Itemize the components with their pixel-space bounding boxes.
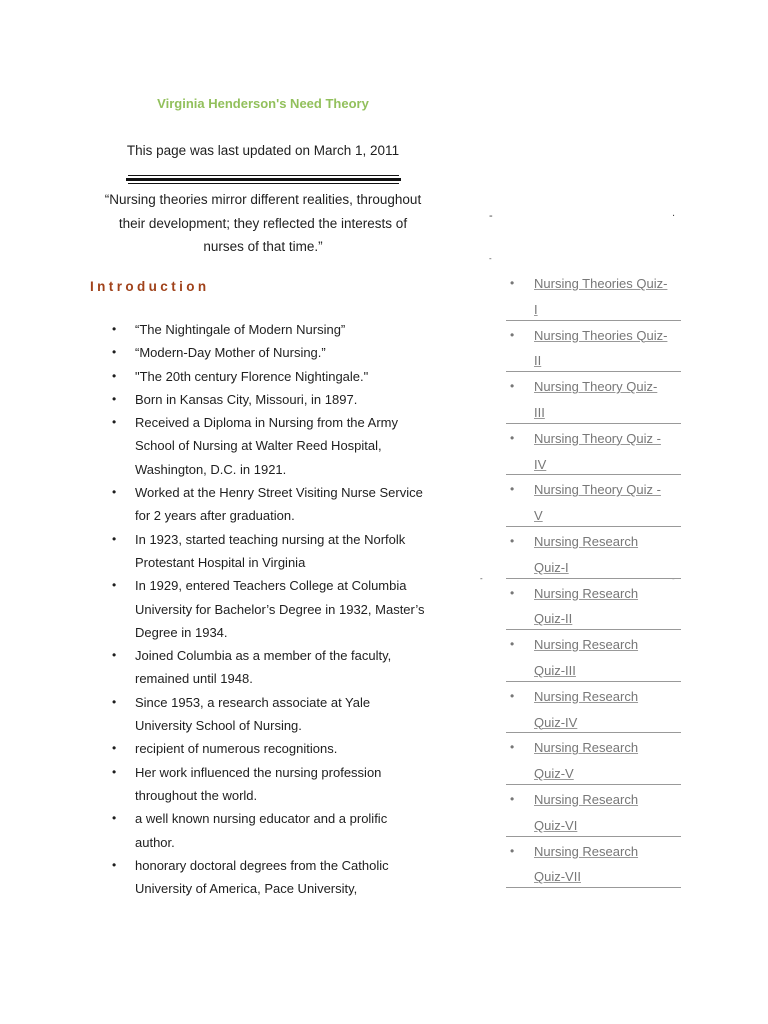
list-item <box>90 737 430 760</box>
bullet-icon: • <box>510 637 515 652</box>
quiz-link-text[interactable]: Nursing Theories Quiz- <box>534 276 668 291</box>
quiz-link-item[interactable] <box>506 271 681 323</box>
quiz-link-text[interactable]: IV <box>534 456 547 472</box>
list-item <box>90 807 430 854</box>
bullet-icon: • <box>112 531 117 546</box>
list-item <box>90 318 430 341</box>
quiz-link-item[interactable] <box>506 374 681 426</box>
document-title: Virginia Henderson's Need Theory <box>157 96 369 111</box>
quiz-link-text[interactable]: Nursing Research <box>534 533 639 549</box>
quiz-link-text[interactable]: Nursing Theories Quiz- <box>534 327 668 343</box>
bullet-icon: • <box>112 391 117 406</box>
sidebar-mark: . <box>672 207 676 219</box>
bullet-icon: • <box>510 327 515 342</box>
quiz-links-list <box>506 271 681 890</box>
list-item <box>90 411 430 481</box>
bullet-icon: • <box>112 741 117 756</box>
quiz-link-text[interactable]: Nursing Research <box>534 688 639 704</box>
quiz-link-text[interactable]: Nursing Research <box>534 637 639 653</box>
list-item <box>90 341 430 364</box>
quiz-link-text[interactable]: Quiz-IV <box>534 714 578 730</box>
quiz-link-text[interactable]: Nursing Research <box>534 791 639 807</box>
quiz-link-text[interactable]: Quiz-I <box>534 559 569 575</box>
bullet-icon: • <box>510 791 515 806</box>
list-item <box>90 761 430 808</box>
sidebar-mark: - <box>489 210 493 222</box>
bullet-icon: • <box>112 485 117 500</box>
bullet-icon: • <box>510 379 515 394</box>
list-item-text: In 1923, started teaching nursing at the Norfolk Protestant Hospital in Virginia <box>135 531 406 570</box>
list-item <box>90 854 430 901</box>
list-item-text: a well known nursing educator and a prolific author. <box>135 811 388 850</box>
bullet-icon: • <box>112 764 117 779</box>
introduction-heading: Introduction <box>90 279 210 294</box>
quiz-link-text[interactable]: Nursing Research <box>534 585 639 601</box>
list-item-text: Her work influenced the nursing profession throughout the world. <box>135 764 382 803</box>
list-item <box>90 365 430 388</box>
quote-block <box>90 188 436 259</box>
quote-line: nurses of that time.” <box>203 239 323 254</box>
quiz-link-text[interactable]: Nursing Theory Quiz - <box>534 482 661 498</box>
list-item <box>90 574 430 644</box>
list-item-text: Born in Kansas City, Missouri, in 1897. <box>135 391 358 407</box>
bullet-icon: • <box>510 585 515 600</box>
list-item-text: “Modern-Day Mother of Nursing.” <box>135 345 326 361</box>
list-item <box>90 691 430 738</box>
sidebar-mark: - <box>480 574 483 583</box>
quiz-link-text[interactable]: III <box>534 404 545 420</box>
quiz-link-item[interactable] <box>506 477 681 529</box>
list-item <box>90 481 430 528</box>
list-item-text: Joined Columbia as a member of the faculty, remained until 1948. <box>135 648 392 687</box>
list-item-text: “The Nightingale of Modern Nursing” <box>135 322 346 337</box>
list-item-text: "The 20th century Florence Nightingale." <box>135 368 369 384</box>
bullet-icon: • <box>510 688 515 703</box>
list-item-text: Worked at the Henry Street Visiting Nurse Service for 2 years after graduation. <box>135 485 423 524</box>
quiz-link-text[interactable]: Nursing Theory Quiz- <box>534 379 658 395</box>
bullet-icon: • <box>510 843 515 858</box>
bullet-icon: • <box>510 276 515 290</box>
quiz-link-item[interactable] <box>506 581 681 633</box>
list-item <box>90 388 430 411</box>
quiz-link-text[interactable]: Quiz-VII <box>534 869 581 885</box>
quiz-link-item[interactable] <box>506 323 681 375</box>
bullet-icon: • <box>112 345 117 360</box>
bullet-icon: • <box>112 368 117 383</box>
bullet-icon: • <box>112 694 117 709</box>
quiz-link-item[interactable] <box>506 426 681 478</box>
quiz-link-text[interactable]: V <box>534 508 543 524</box>
bullet-icon: • <box>510 430 515 445</box>
quiz-link-text[interactable]: Nursing Research <box>534 843 639 859</box>
list-item <box>90 528 430 575</box>
list-item-text: honorary doctoral degrees from the Catholic University of America, Pace University, <box>135 857 389 897</box>
quiz-link-text[interactable]: Nursing Research <box>534 740 639 756</box>
bullet-icon: • <box>112 415 117 430</box>
last-updated-note: This page was last updated on March 1, 2011 <box>126 143 400 158</box>
quiz-link-text[interactable]: II <box>534 353 542 369</box>
bullet-icon: • <box>510 482 515 497</box>
quiz-link-text[interactable]: Quiz-III <box>534 662 576 678</box>
quiz-link-item[interactable] <box>506 529 681 581</box>
quiz-link-item[interactable] <box>506 684 681 736</box>
quiz-link-item[interactable] <box>506 787 681 839</box>
bullet-icon: • <box>510 533 515 548</box>
list-item-text: Since 1953, a research associate at Yale University School of Nursing. <box>135 694 371 734</box>
sidebar-mark: - <box>489 254 492 263</box>
quiz-link-item[interactable] <box>506 839 681 891</box>
list-item <box>90 644 430 691</box>
quote-line: “Nursing theories mirror different realities, throughout <box>104 192 422 207</box>
quiz-link-text[interactable]: Nursing Theory Quiz - <box>534 430 661 446</box>
introduction-list <box>90 318 430 900</box>
quiz-link-text[interactable]: I <box>534 301 538 317</box>
quiz-link-text[interactable]: Quiz-V <box>534 766 574 782</box>
quiz-link-text[interactable]: Quiz-II <box>534 611 573 627</box>
decorative-rule <box>126 175 401 183</box>
quiz-link-text[interactable]: Quiz-VI <box>534 817 578 833</box>
list-item-text: In 1929, entered Teachers College at Columbia University for Bachelor’s Degree in 1932, Master’s Degree in 1934. <box>135 578 425 640</box>
list-item-text: Received a Diploma in Nursing from the Army School of Nursing at Walter Reed Hospital, Washington, D.C. in 1921. <box>135 415 398 477</box>
quiz-link-item[interactable] <box>506 632 681 684</box>
bullet-icon: • <box>112 578 117 593</box>
bullet-icon: • <box>112 648 117 663</box>
bullet-icon: • <box>510 740 515 755</box>
bullet-icon: • <box>112 811 117 826</box>
bullet-icon: • <box>112 857 117 872</box>
bullet-icon: • <box>112 322 117 336</box>
quote-line: their development; they reflected the interests of <box>118 215 408 231</box>
list-item-text: recipient of numerous recognitions. <box>135 741 338 757</box>
quiz-link-item[interactable] <box>506 735 681 787</box>
